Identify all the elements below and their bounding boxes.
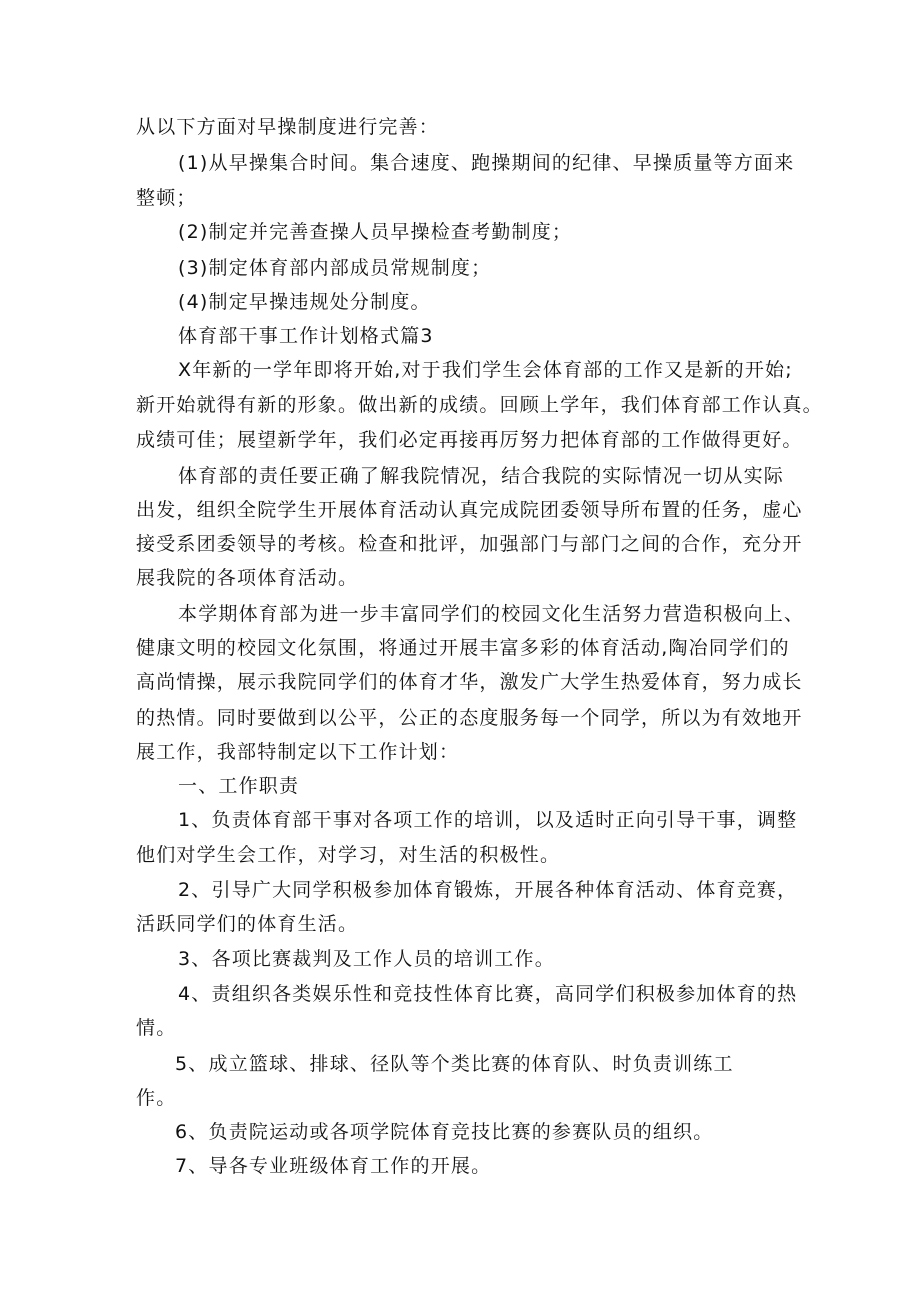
text-line: 从以下方面对早操制度进行完善：: [136, 116, 440, 138]
text-line: 作。: [136, 1087, 177, 1109]
text-line: 成绩可佳；展望新学年，我们必定再接再厉努力把体育部的工作做得更好。: [136, 429, 803, 451]
text-line: 1、负责体育部干事对各项工作的培训，以及适时正向引导干事，调整: [178, 809, 798, 831]
text-line: 接受系团委领导的考核。检查和批评，加强部门与部门之间的合作，充分开: [136, 533, 803, 555]
text-line: X年新的一学年即将开始,对于我们学生会体育部的工作又是新的开始;: [178, 359, 793, 381]
section-heading: 体育部干事工作计划格式篇3: [178, 325, 434, 347]
text-line: 本学期体育部为进一步丰富同学们的校园文化生活努力营造积极向上、: [178, 603, 805, 625]
text-line: 7、导各专业班级体育工作的开展。: [175, 1155, 492, 1177]
text-line: 出发，组织全院学生开展体育活动认真完成院团委领导所布置的任务，虚心: [136, 499, 803, 521]
text-line: 3、各项比赛裁判及工作人员的培训工作。: [178, 948, 555, 970]
text-line: 的热情。同时要做到以公平，公正的态度服务每一个同学，所以为有效地开: [136, 707, 803, 729]
text-line: 5、成立篮球、排球、径队等个类比赛的体育队、时负责训练工: [175, 1053, 734, 1075]
text-line: 整顿；: [136, 187, 197, 209]
text-line: 体育部的责任要正确了解我院情况，结合我院的实际情况一切从实际: [178, 465, 785, 487]
text-line: 新开始就得有新的形象。做出新的成绩。回顾上学年，我们体育部工作认真。: [136, 394, 823, 416]
text-line: (4)制定早操违规处分制度。: [178, 291, 431, 313]
text-line: 高尚情操，展示我院同学们的体育才华，激发广大学生热爱体育，努力成长: [136, 671, 803, 693]
text-line: 健康文明的校园文化氛围，将通过开展丰富多彩的体育活动,陶冶同学们的: [136, 637, 790, 659]
text-line: (2)制定并完善查操人员早操检查考勤制度；: [178, 221, 573, 243]
text-line: (1)从早操集合时间。集合速度、跑操期间的纪律、早操质量等方面来: [178, 152, 795, 174]
text-line: 他们对学生会工作，对学习，对生活的积极性。: [136, 844, 561, 866]
text-line: 展我院的各项体育活动。: [136, 567, 359, 589]
section-heading: 一、工作职责: [178, 775, 300, 797]
text-line: 2、引导广大同学积极参加体育锻炼，开展各种体育活动、体育竞赛，: [178, 879, 798, 901]
text-line: 6、负责院运动或各项学院体育竞技比赛的参赛队员的组织。: [175, 1121, 714, 1143]
text-line: 4、责组织各类娱乐性和竞技性体育比赛，高同学们积极参加体育的热: [178, 983, 798, 1005]
text-line: (3)制定体育部内部成员常规制度；: [178, 257, 492, 279]
text-line: 展工作，我部特制定以下工作计划：: [136, 741, 460, 763]
text-line: 活跃同学们的体育生活。: [136, 913, 359, 935]
text-line: 情。: [136, 1017, 177, 1039]
